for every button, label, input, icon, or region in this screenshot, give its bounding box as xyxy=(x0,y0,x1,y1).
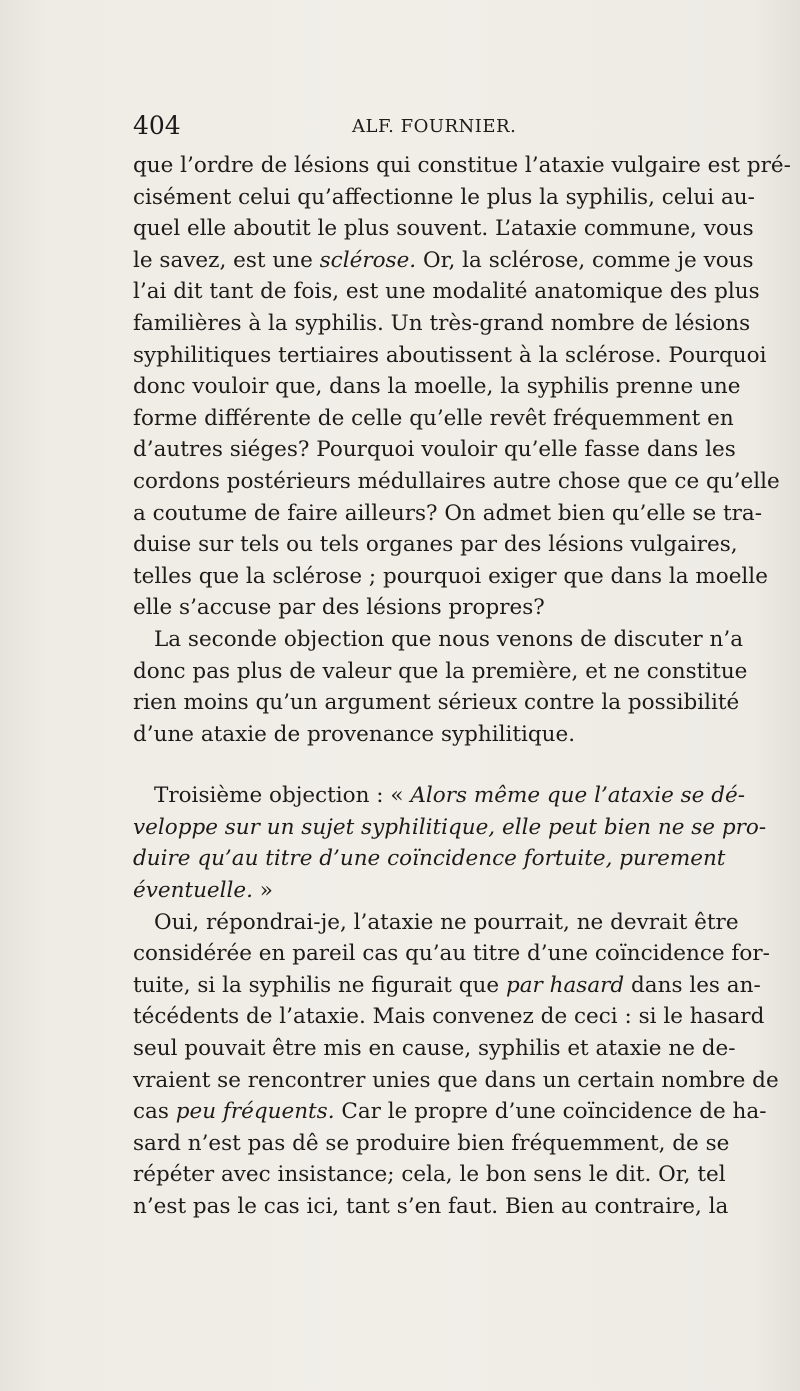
text-line: a coutume de faire ailleurs? On admet bien qu’elle se tra- xyxy=(133,500,763,526)
emphasis-peu-frequents: peu fréquents. xyxy=(175,1099,335,1125)
text-run: tuite, si la syphilis ne figurait que xyxy=(133,972,506,998)
text-line: répéter avec insistance; cela, le bon sens le dit. Or, tel xyxy=(133,1162,726,1188)
page-header xyxy=(133,111,713,145)
text-line xyxy=(133,812,767,844)
emphasis-quote: duire qu’au titre d’une coïncidence fortuite, purement xyxy=(133,846,726,872)
text-line: l’ai dit tant de fois, est une modalité anatomique des plus xyxy=(133,279,760,305)
text-line: La seconde objection que nous venons de discuter n’a xyxy=(154,626,744,652)
text-run: » xyxy=(252,878,273,904)
text-line: forme différente de celle qu’elle revêt fréquemment en xyxy=(133,405,734,431)
text-line: técédents de l’ataxie. Mais convenez de ceci : si le hasard xyxy=(133,1004,765,1030)
text-line: duise sur tels ou tels organes par des lésions vulgaires, xyxy=(133,532,738,558)
emphasis-quote: Alors même que l’ataxie se dé- xyxy=(410,783,745,809)
text-line: telles que la sclérose ; pourquoi exiger que dans la moelle xyxy=(133,563,768,589)
emphasis-quote: veloppe sur un sujet syphilitique, elle peut bien ne se pro- xyxy=(133,814,767,840)
text-line: syphilitiques tertiaires aboutissent à la sclérose. Pourquoi xyxy=(133,342,767,368)
text-line: n’est pas le cas ici, tant s’en faut. Bien au contraire, la xyxy=(133,1194,729,1219)
text-line: cordons postérieurs médullaires autre chose que ce qu’elle xyxy=(133,468,780,494)
text-run: Or, la sclérose, comme je vous xyxy=(416,247,754,273)
text-line: donc pas plus de valeur que la première, et ne constitue xyxy=(133,658,748,684)
text-line: Oui, répondrai-je, l’ataxie ne pourrait, ne devrait être xyxy=(154,909,739,935)
paragraph-4 xyxy=(133,907,779,1223)
emphasis-quote: éventuelle. xyxy=(133,878,253,904)
text-line xyxy=(133,1096,767,1128)
text-line: quel elle aboutit le plus souvent. L’ataxie commune, vous xyxy=(133,216,754,242)
text-line: sard n’est pas dê se produire bien fréquemment, de se xyxy=(133,1130,730,1156)
text-run: Car le propre d’une coïncidence de ha- xyxy=(334,1099,767,1125)
text-line: seul pouvait être mis en cause, syphilis et ataxie ne de- xyxy=(133,1036,736,1062)
text-line xyxy=(133,780,745,812)
text-line: que l’ordre de lésions qui constitue l’ataxie vulgaire est pré- xyxy=(133,153,791,178)
body-text xyxy=(133,150,791,1223)
emphasis-par-hasard: par hasard xyxy=(505,972,625,998)
page-number: 404 xyxy=(133,111,181,140)
text-line xyxy=(133,245,754,277)
text-line: rien moins qu’un argument sérieux contre la possibilité xyxy=(133,690,740,716)
paragraph-2 xyxy=(133,624,748,750)
running-head: ALF. FOURNIER. xyxy=(352,116,517,137)
text-run: Troisième objection : « xyxy=(154,783,411,809)
text-run: le savez, est une xyxy=(133,247,320,273)
text-line: cisément celui qu’affectionne le plus la syphilis, celui au- xyxy=(133,184,755,210)
text-line xyxy=(133,970,761,1002)
emphasis-sclerose: sclérose. xyxy=(319,247,417,273)
text-line: considérée en pareil cas qu’au titre d’une coïncidence for- xyxy=(133,941,770,967)
text-line: familières à la syphilis. Un très-grand nombre de lésions xyxy=(133,310,751,336)
text-run: dans les an- xyxy=(624,972,761,998)
paragraph-1 xyxy=(133,150,791,624)
text-line xyxy=(133,875,713,907)
text-line xyxy=(133,843,726,875)
text-run: cas xyxy=(133,1099,176,1125)
text-line: elle s’accuse par des lésions propres? xyxy=(133,595,545,621)
text-line: vraient se rencontrer unies que dans un certain nombre de xyxy=(133,1067,779,1093)
text-line: d’autres siéges? Pourquoi vouloir qu’elle fasse dans les xyxy=(133,437,736,463)
text-line: donc vouloir que, dans la moelle, la syphilis prenne une xyxy=(133,374,741,400)
paragraph-3 xyxy=(133,780,767,906)
text-line: d’une ataxie de provenance syphilitique. xyxy=(133,721,576,747)
paragraph-gap xyxy=(133,750,713,780)
